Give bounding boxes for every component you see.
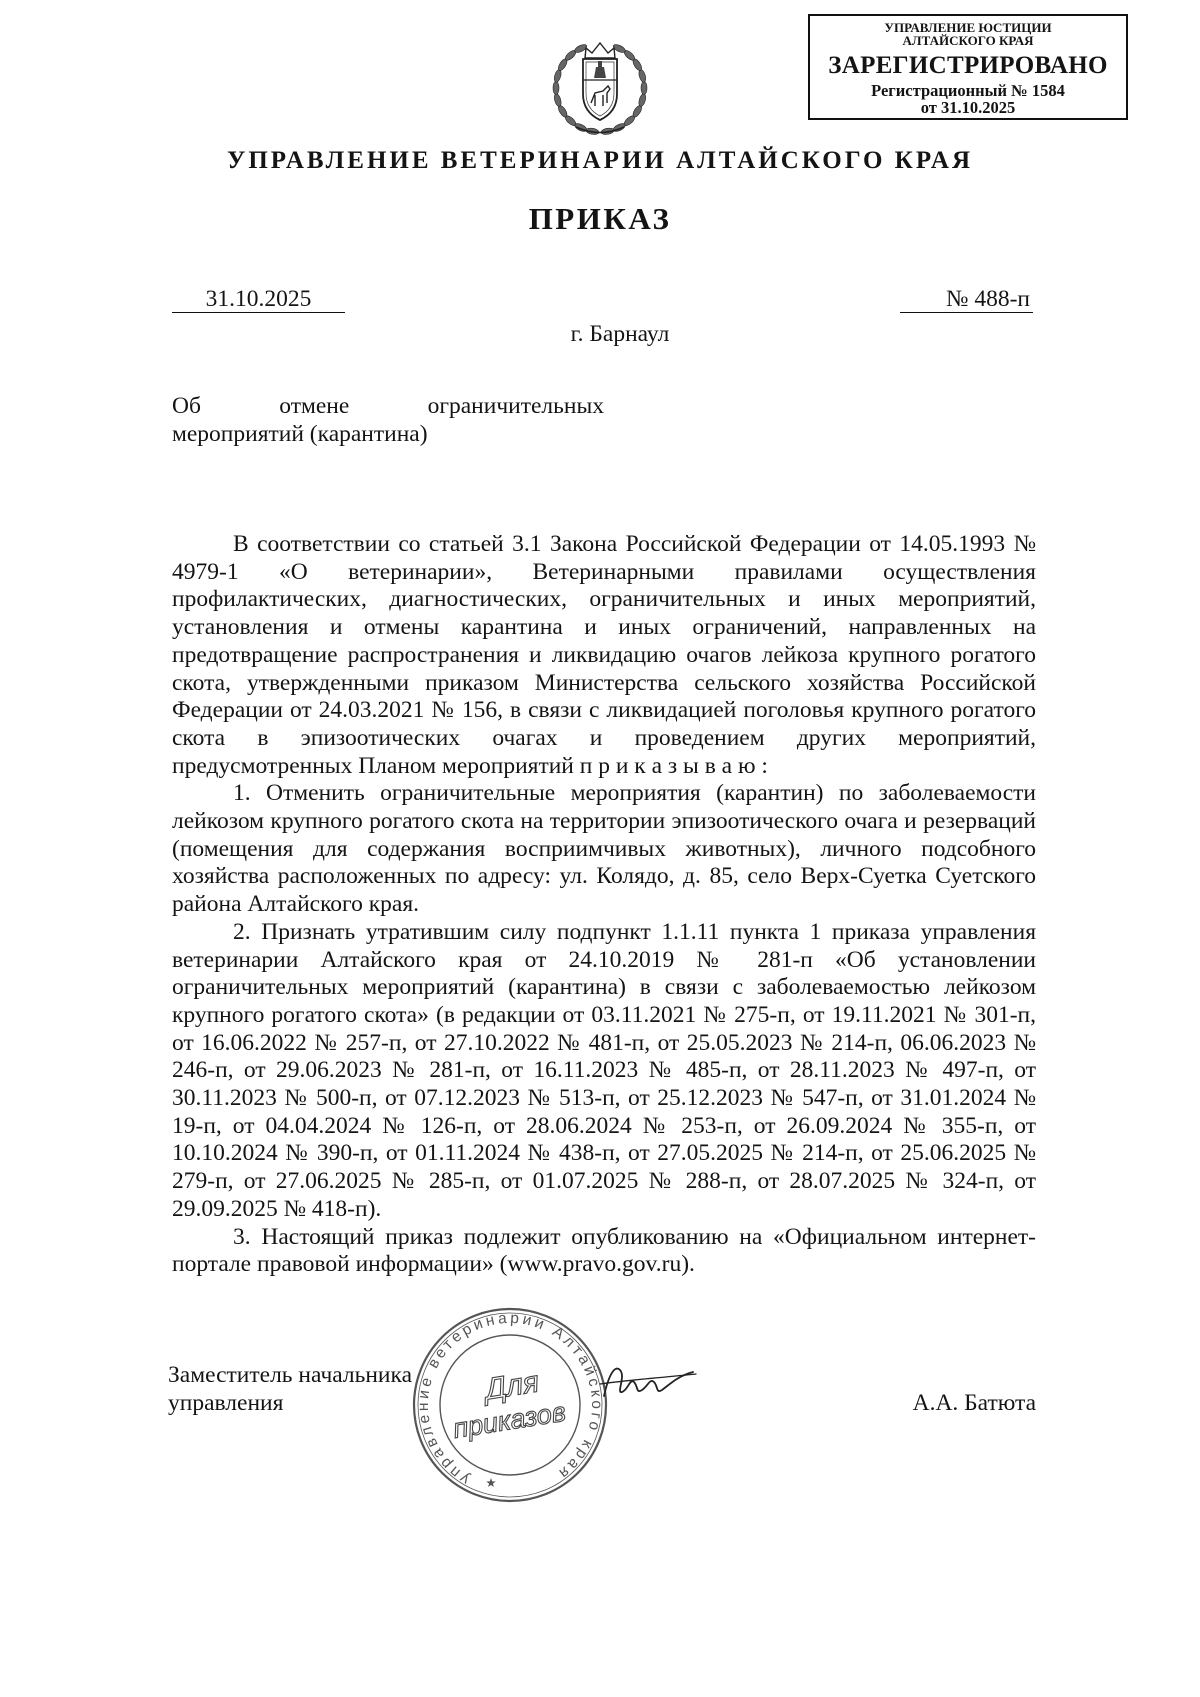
order-item-2: 2. Признать утратившим силу подпункт 1.1.11 пункта 1 приказа управления ветеринарии Алтайского края от 24.10.2019 № 281-п «Об установлении ограничительных мероприятий (карантина) в связи с заболеваемостью лейкозом крупного рогатого скота» (в редакции от 03.11.2021 № 275-п, от 19.11.2021 № 301-п, от 16.06.2022 № 257-п, от 27.10.2022 № 481-п, от 25.05.2023 № 214-п, 06.06.2023 № 246-п, от 29.06.2023 № 281-п, от 16.11.2023 № 485-п, от 28.11.2023 № 497-п, от 30.11.2023 № 500-п, от 07.12.2023 № 513-п, от 25.12.2023 № 547-п, от 31.01.2024 № 19-п, от 04.04.2024 № 126-п, от 28.06.2024 № 253-п, от 26.09.2024 № 355-п, от 10.10.2024 № 390-п, от 01.11.2024 № 438-п, от 27.05.2025 № 214-п, от 25.06.2025 № 279-п, от 27.06.2025 № 285-п, от 01.07.2025 № 288-п, от 28.07.2025 № 324-п, от 29.09.2025 № 418-п). xyxy=(172,918,1036,1222)
document-subject xyxy=(172,392,604,448)
handwritten-signature xyxy=(598,1356,698,1408)
signatory-position xyxy=(168,1362,412,1417)
reg-org-line2: АЛТАЙСКОГО КРАЯ xyxy=(902,33,1034,48)
signature-underline xyxy=(600,1374,696,1384)
round-seal-stamp xyxy=(405,1300,615,1510)
coat-of-arms-icon xyxy=(545,26,655,138)
order-item-1: 1. Отменить ограничительные мероприятия (карантин) по заболеваемости лейкозом крупного рогатого скота на территории эпизоотического очага и резерваций (помещения для содержания восприимчивых животных), личного подсобного хозяйства расположенных по адресу: ул. Колядо, д. 85, село Верх-Суетка Суетского района Алтайского края. xyxy=(172,780,1036,918)
seal-center-line1: Для xyxy=(482,1365,542,1407)
reg-number: Регистрационный № 1584 xyxy=(871,81,1065,100)
seal-center-text xyxy=(446,1362,568,1444)
reg-status: ЗАРЕГИСТРИРОВАНО xyxy=(828,52,1108,79)
order-item-3: 3. Настоящий приказ подлежит опубликованию на «Официальном интернет-портале правовой информации» (www.pravo.gov.ru). xyxy=(172,1223,1036,1278)
seal-ring-text-path: управление ветеринарии Алтайского края xyxy=(414,1309,606,1488)
signatory-position-line1: Заместитель начальника xyxy=(168,1362,412,1388)
wreath-leaf xyxy=(553,82,559,95)
document-type-title: ПРИКАЗ xyxy=(528,201,672,236)
signatory-position-line2: управления xyxy=(168,1389,284,1416)
seal-star-icon xyxy=(486,1478,496,1487)
subject-line1: Об отмене ограничительных xyxy=(172,393,604,419)
crown xyxy=(585,43,615,58)
wreath-leaf xyxy=(553,69,562,83)
furnace-chimney xyxy=(598,61,602,68)
document-body xyxy=(172,531,1036,1279)
wreath-leaf xyxy=(638,93,647,107)
preamble-paragraph: В соответствии со статьей 3.1 Закона Российской Федерации от 14.05.1993 № 4979-1 «О ветеринарии», Ветеринарными правилами осуществления профилактических, диагностических, ограничительных и иных мероприятий, установления и отмены карантина и иных ограничений, направленных на предотвращение распространения и ликвидацию очагов лейкоза крупного рогатого скота, утвержденными приказом Министерства сельского хозяйства Российской Федерации от 24.03.2021 № 156, в связи с ликвидацией поголовья крупного рогатого скота в эпизоотических очагах и проведением других мероприятий, предусмотренных Планом мероприятий п р и к а з ы в а ю : xyxy=(172,531,1036,779)
document-city: г. Барнаул xyxy=(570,321,670,347)
registration-stamp xyxy=(808,14,1128,120)
document-number: № 488-п xyxy=(900,286,1033,313)
seal-center-line2: приказов xyxy=(451,1396,568,1444)
signatory-name: А.А. Батюта xyxy=(912,1390,1036,1416)
wreath-leaf xyxy=(638,69,647,83)
reg-org-line1: УПРАВЛЕНИЕ ЮСТИЦИИ xyxy=(884,20,1052,35)
furnace xyxy=(594,67,606,78)
wreath-leaf xyxy=(553,93,562,107)
reg-date: от 31.10.2025 xyxy=(920,98,1016,117)
document-date: 31.10.2025 xyxy=(172,286,345,313)
wreath-leaf xyxy=(641,82,647,95)
organization-header: УПРАВЛЕНИЕ ВЕТЕРИНАРИИ АЛТАЙСКОГО КРАЯ xyxy=(227,147,973,174)
subject-line2: мероприятий (карантина) xyxy=(172,421,428,447)
